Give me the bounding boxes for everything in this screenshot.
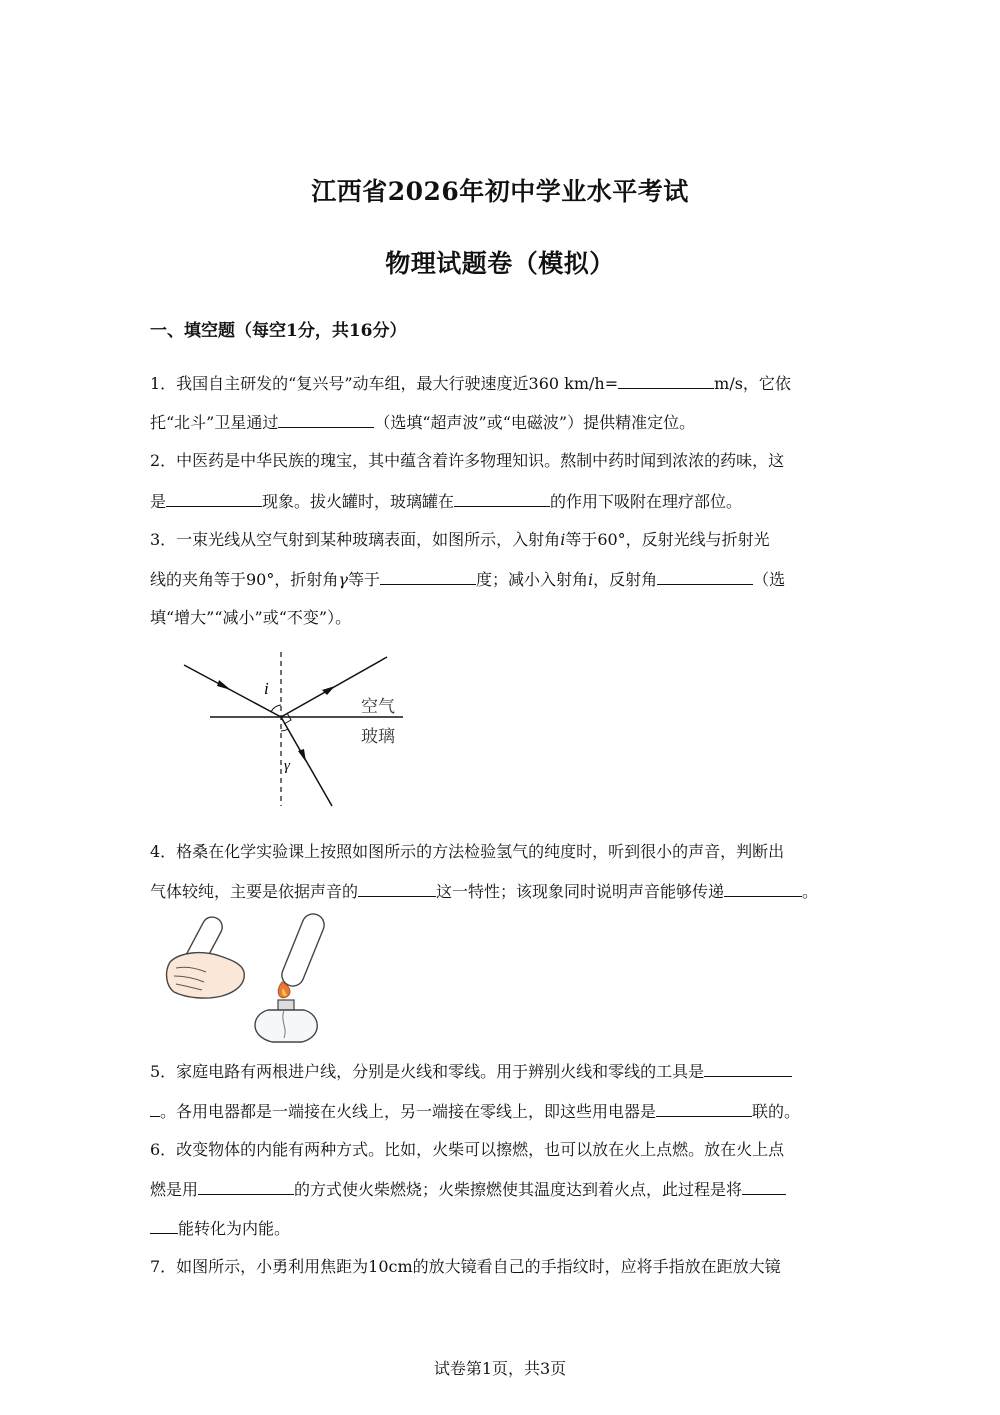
angle-i-arc bbox=[271, 705, 281, 712]
q7-line1: 7．如图所示，小勇利用焦距为10cm的放大镜看自己的手指纹时，应将手指放在距放大镜 bbox=[150, 1257, 781, 1276]
label-gamma: γ bbox=[284, 758, 290, 774]
label-air: 空气 bbox=[361, 697, 395, 717]
q6-line3: 能转化为内能。 bbox=[150, 1217, 850, 1240]
answer-blank[interactable] bbox=[656, 1100, 752, 1117]
q5-line1: 5．家庭电路有两根进户线，分别是火线和零线。用于辨别火线和零线的工具是 bbox=[150, 1060, 850, 1083]
q2-line1: 2．中医药是中华民族的瑰宝，其中蕴含着许多物理知识。熬制中药时闻到浓浓的药味，这 bbox=[150, 451, 785, 470]
q4-line1: 4．格桑在化学实验课上按照如图所示的方法检验氢气的纯度时，听到很小的声音，判断出 bbox=[150, 842, 785, 861]
answer-blank[interactable] bbox=[618, 372, 714, 389]
q3-line3: 填“增大”“减小”或“不变”）。 bbox=[150, 608, 352, 627]
answer-blank[interactable] bbox=[454, 490, 550, 507]
answer-blank[interactable] bbox=[278, 411, 374, 428]
section-heading: 一、填空题（每空1分，共16分） bbox=[150, 321, 407, 341]
refracted-arrow bbox=[298, 749, 306, 762]
answer-blank-continued[interactable] bbox=[150, 1100, 160, 1117]
q1-line1: 1．我国自主研发的“复兴号”动车组，最大行驶速度近360 km/h= m/s，它依 bbox=[150, 374, 791, 393]
hydrogen-test-illustration bbox=[162, 910, 362, 1045]
label-i: i bbox=[264, 679, 269, 698]
alcohol-lamp bbox=[255, 982, 317, 1042]
q3-line1: 3．一束光线从空气射到某种玻璃表面，如图所示，入射角i等于60°，反射光线与折射光 bbox=[150, 530, 770, 549]
exam-title: 江西省2026年初中学业水平考试 bbox=[311, 177, 689, 206]
page-footer: 试卷第1页，共3页 bbox=[433, 1359, 567, 1378]
answer-blank[interactable] bbox=[166, 490, 262, 507]
answer-blank[interactable] bbox=[657, 568, 753, 585]
q4-line2: 气体较纯，主要是依据声音的 这一特性；该现象同时说明声音能够传递 。 bbox=[150, 882, 819, 901]
incident-arrow bbox=[217, 680, 231, 690]
answer-blank[interactable] bbox=[198, 1178, 294, 1195]
answer-blank[interactable] bbox=[358, 880, 436, 897]
test-tube-in-hand bbox=[167, 914, 245, 999]
answer-blank-continued[interactable] bbox=[150, 1217, 178, 1234]
angle-r-arc bbox=[281, 729, 288, 731]
q5-line2: 。各用电器都是一端接在火线上，另一端接在零线上，即这些用电器是 联的。 bbox=[150, 1100, 850, 1123]
answer-blank[interactable] bbox=[724, 880, 802, 897]
q6-line1: 6．改变物体的内能有两种方式。比如，火柴可以擦燃，也可以放在火上点燃。放在火上点 bbox=[150, 1140, 785, 1159]
refraction-diagram bbox=[175, 648, 420, 810]
q1-line2: 托“北斗”卫星通过 （选填“超声波”或“电磁波”）提供精准定位。 bbox=[150, 413, 696, 432]
q6-line2: 燃是用 的方式使火柴燃烧；火柴擦燃使其温度达到着火点，此过程是将 bbox=[150, 1178, 850, 1201]
exam-subtitle: 物理试题卷（模拟） bbox=[385, 249, 615, 278]
answer-blank[interactable] bbox=[380, 568, 476, 585]
q3-line2: 线的夹角等于90°，折射角γ等于 度；减小入射角i，反射角 （选 bbox=[150, 570, 786, 589]
label-glass: 玻璃 bbox=[361, 727, 395, 747]
answer-blank[interactable] bbox=[742, 1178, 786, 1195]
test-tube-over-flame bbox=[279, 911, 328, 990]
answer-blank[interactable] bbox=[704, 1060, 792, 1077]
q2-line2: 是 现象。拔火罐时，玻璃罐在 的作用下吸附在理疗部位。 bbox=[150, 492, 743, 511]
reflected-arrow bbox=[322, 686, 335, 695]
